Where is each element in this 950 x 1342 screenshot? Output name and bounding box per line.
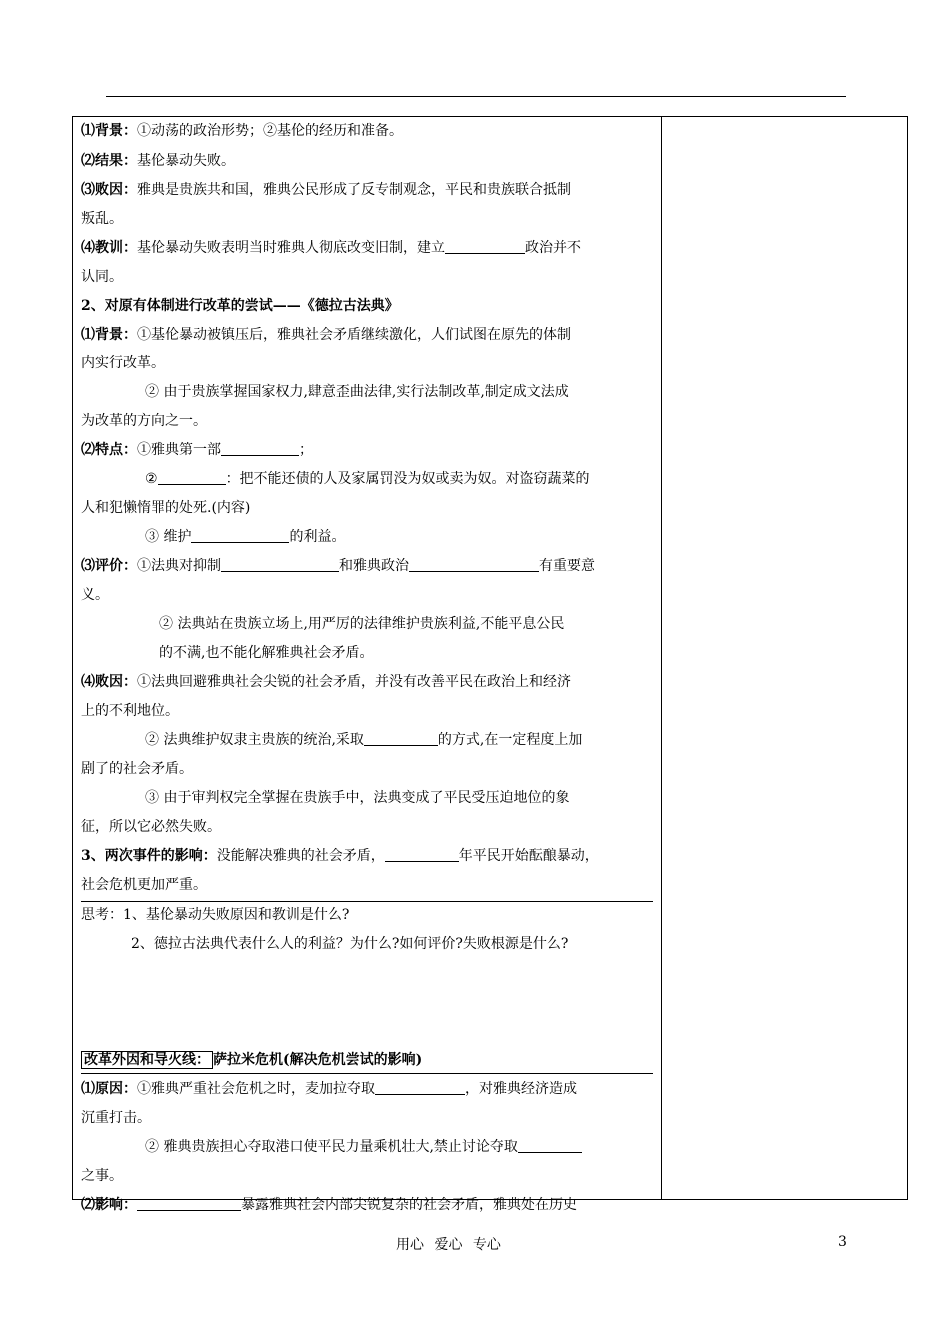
line-draco-background [81,325,571,345]
text-line: 社会危机更加严重。 [81,877,207,893]
text-evaluation-mid: 和雅典政治 [339,558,409,574]
line-impact [81,846,599,866]
text-failure-2: ② 法典维护奴隶主贵族的统治,采取 [145,732,364,748]
text-lesson: 基伦暴动失败表明当时雅典人彻底改变旧制，建立 [137,240,445,256]
text-line: ② 法典站在贵族立场上,用严厉的法律维护贵族利益,不能平息公民 [159,616,565,632]
text-feature-3-end: 的利益。 [289,529,346,545]
label-lesson: ⑷教训： [81,240,137,256]
line-cause [81,1079,577,1099]
text-line: 剧了的社会矛盾。 [81,761,193,777]
line-features [81,440,313,460]
text-feature-2: ：把不能还债的人及家属罚没为奴或卖为奴。对盗窃蔬菜的 [225,471,590,487]
label-influence: ⑵影响： [81,1197,137,1213]
label-failure-cause: ⑶败因： [81,182,137,198]
line-feature-2 [145,469,590,489]
text-line: 义。 [81,587,109,603]
line-background [81,121,403,141]
text-line: 认同。 [81,269,123,285]
fill-blank[interactable] [385,847,459,862]
text-line: 人和犯懒惰罪的处死.(内容) [81,500,251,516]
header-rule [106,96,846,97]
text-evaluation: ①法典对抑制 [137,558,221,574]
text-cause-2: ② 雅典贵族担心夺取港口使平民力量乘机壮大,禁止讨论夺取 [145,1139,518,1155]
text-punct: ； [299,442,313,458]
label-failure-cause: ⑷败因： [81,674,137,690]
line-influence [81,1195,577,1215]
label-background: ⑴背景： [81,123,137,139]
boxed-heading: 改革外因和导火线： [81,1051,213,1069]
label-impact: 3、两次事件的影响： [81,848,217,864]
fill-blank[interactable] [409,557,539,572]
section-divider [81,901,653,902]
text-cause: ①雅典严重社会危机之时，麦加拉夺取 [137,1081,375,1097]
column-divider [661,117,662,1199]
text-num: ② [145,471,158,487]
label-features: ⑵特点： [81,442,137,458]
fill-blank[interactable] [364,731,438,746]
footer-motto: 用心 爱心 专心 [396,1237,501,1253]
text-line: 叛乱。 [81,211,123,227]
think-question-1: 思考：1、基伦暴动失败原因和教训是什么? [81,907,350,923]
line-draco-failure [81,672,571,692]
section-heading-salamis [81,1050,422,1070]
text-draco-background: ①基伦暴动被镇压后，雅典社会矛盾继续激化，人们试图在原先的体制 [137,327,571,343]
text-line: 之事。 [81,1168,123,1184]
text-failure-cause: 雅典是贵族共和国，雅典公民形成了反专制观念，平民和贵族联合抵制 [137,182,571,198]
line-failure-cause [81,180,571,200]
text-draco-failure: ①法典回避雅典社会尖锐的社会矛盾，并没有改善平民在政治上和经济 [137,674,571,690]
section-divider [81,1073,653,1074]
fill-blank[interactable] [518,1138,582,1153]
fill-blank[interactable] [375,1080,465,1095]
fill-blank[interactable] [221,557,339,572]
label-result: ⑵结果： [81,153,137,169]
page-number: 3 [838,1234,847,1250]
text-feature-3: ③ 维护 [145,529,192,545]
text-impact: 没能解决雅典的社会矛盾， [216,848,385,864]
line-feature-3 [145,527,345,547]
text-background: ①动荡的政治形势；②基伦的经历和准备。 [137,123,403,139]
text-evaluation-end: 有重要意 [539,558,595,574]
text-line: 内实行改革。 [81,355,165,371]
text-cause-end: ，对雅典经济造成 [465,1081,577,1097]
line-evaluation [81,556,595,576]
text-line: 征，所以它必然失败。 [81,819,221,835]
line-result [81,151,235,171]
text-impact-end: 年平民开始酝酿暴动， [458,848,599,864]
text-line: 上的不利地位。 [81,703,179,719]
fill-blank[interactable] [445,239,525,254]
section-heading-draco: 2、对原有体制进行改革的尝试——《德拉古法典》 [81,298,399,314]
line-cause-2 [145,1137,582,1157]
heading-salamis-crisis: 萨拉米危机(解决危机尝试的影响) [213,1052,423,1068]
line-failure-2 [145,730,582,750]
fill-blank[interactable] [191,528,289,543]
text-lesson-end: 政治并不 [525,240,581,256]
worksheet-table [72,116,908,1213]
text-result: 基伦暴动失败。 [137,153,235,169]
text-line: ② 由于贵族掌握国家权力,肆意歪曲法律,实行法制改革,制定成文法成 [145,384,569,400]
fill-blank[interactable] [221,441,299,456]
text-line: 沉重打击。 [81,1110,151,1126]
text-line: ③ 由于审判权完全掌握在贵族手中，法典变成了平民受压迫地位的象 [145,790,570,806]
text-features: ①雅典第一部 [137,442,221,458]
label-evaluation: ⑶评价： [81,558,137,574]
line-lesson [81,238,581,258]
text-failure-2-end: 的方式,在一定程度上加 [437,732,583,748]
think-question-2: 2、德拉古法典代表什么人的利益？为什么?如何评价?失败根源是什么? [131,936,569,952]
text-line: 为改革的方向之一。 [81,413,207,429]
fill-blank[interactable] [137,1196,241,1211]
text-line: 的不满,也不能化解雅典社会矛盾。 [159,645,374,661]
label-cause: ⑴原因： [81,1081,137,1097]
text-influence: 暴露雅典社会内部尖锐复杂的社会矛盾，雅典处在历史 [241,1197,577,1213]
label-background: ⑴背景： [81,327,137,343]
fill-blank[interactable] [158,470,226,485]
